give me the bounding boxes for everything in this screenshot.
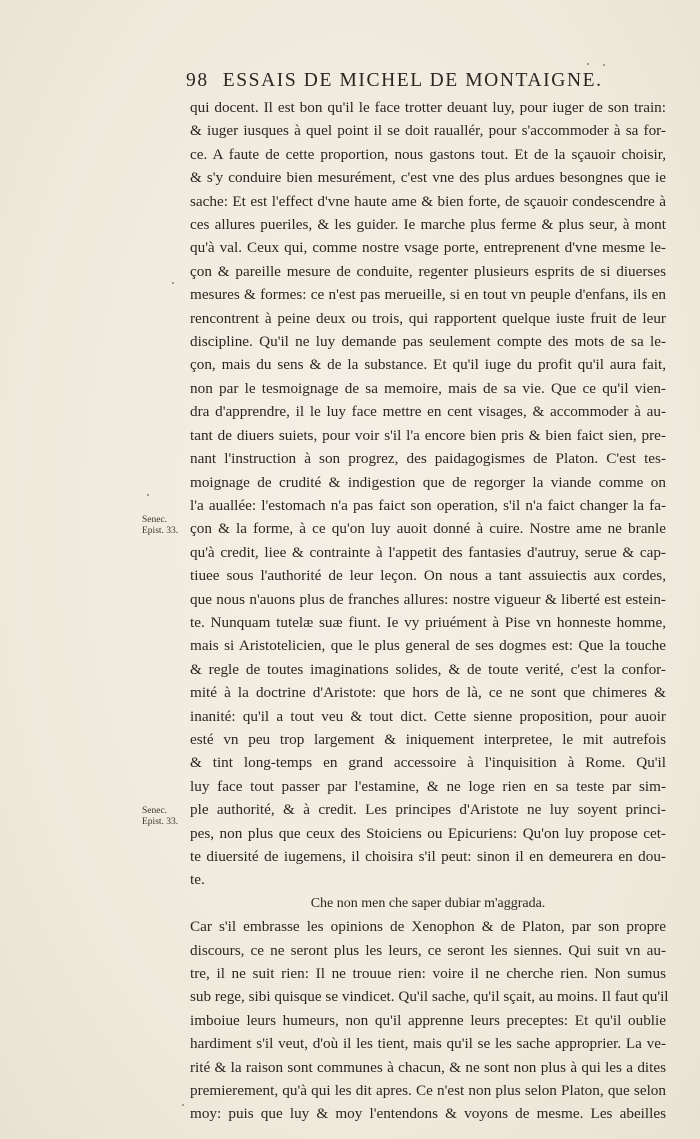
marginal-note-line: Senec. xyxy=(142,806,168,816)
text-line: qui docent. Il est bon qu'il le face trotter deuant luy, pour iuger de son train: xyxy=(190,99,666,116)
text-line: pes, non plus que ceux des Stoiciens ou Epicuriens: Qu'on luy propose cet- xyxy=(190,824,666,842)
text-line: & s'y conduire bien mesurément, c'est vne des plus ardues besongnes que ie xyxy=(190,169,666,187)
marginal-note-line: Senec. xyxy=(142,515,168,525)
marginal-note-line: Epist. 33. xyxy=(142,526,179,536)
quoted-verse: Che non men che saper dubiar m'aggrada. xyxy=(310,895,546,911)
text-line: moignage de crudité & indigestion que de regorger la viande comme on xyxy=(190,473,666,491)
text-line: rité & la raison sont communes à chacun, & ne sont non plus à qui les a dites xyxy=(190,1058,666,1076)
text-line: & regle de toutes imaginations solides, & de toute verité, c'est la confor- xyxy=(190,660,666,678)
text-line: discipline. Qu'il ne luy demande pas seulement compte des mots de sa le- xyxy=(190,333,666,351)
text-line: discours, ce ne seront plus les leurs, ce seront les siennes. Qui suit vn au- xyxy=(190,941,666,959)
ink-speck xyxy=(603,64,605,66)
text-line: imboiue leurs humeurs, non qu'il apprenne leurs preceptes: Et qu'il oublie xyxy=(190,1011,666,1029)
text-line: luy face tout passer par l'estamine, & ne loge rien en sa teste par sim- xyxy=(190,777,666,795)
text-line: te diuersité de iugemens, il choisira s'il peut: sinon il en demeurera en dou- xyxy=(190,848,666,865)
text-line: hardiment s'il veut, d'où il les tient, mais qu'il se les sache approprier. La ve- xyxy=(190,1035,666,1053)
text-line: Car s'il embrasse les opinions de Xenophon & de Platon, par son propre xyxy=(190,918,666,936)
running-title: ESSAIS DE MICHEL DE MONTAIGNE. xyxy=(222,70,603,91)
text-line: l'a auallée: l'estomach n'a pas faict son operation, s'il n'a faict changer la fa- xyxy=(190,496,666,514)
text-line: premierement, qu'à qui les dit apres. Ce n'est non plus selon Platon, que selon xyxy=(190,1082,666,1100)
marginal-note xyxy=(142,515,178,537)
ink-speck xyxy=(182,1104,184,1106)
text-line: çon & la forme, à ce qu'on luy auoit donné à cuire. Nostre ame ne branle xyxy=(190,520,666,538)
text-line: sub rege, sibi quisque se vindicet. Qu'il sache, qu'il sçait, au moins. Il faut qu'il xyxy=(190,988,669,1006)
text-line: te. Nunquam tutelæ suæ fiunt. Ie vy priuément à Pise vn honneste homme, xyxy=(190,613,666,631)
text-line: nant l'instruction à son progrez, des paidagogismes de Platon. C'est tes- xyxy=(190,450,666,468)
text-line: te. xyxy=(190,871,205,889)
text-line: que nous n'auons plus de franches allures: nostre vigueur & liberté est estein- xyxy=(190,590,666,608)
text-line: tre, il ne suit rien: Il ne trouue rien: voire il ne cherche rien. Non sumus xyxy=(190,965,666,983)
text-line: ple authorité, & à credit. Les principes d'Aristote ne luy soyent princi- xyxy=(190,801,666,819)
page-number: 98 xyxy=(186,70,209,91)
text-line: ces allures pueriles, & les guider. Ie marche plus ferme & plus seur, à mont xyxy=(190,216,666,234)
text-line: rencontrent à peine deux ou trois, qui rapportent quelque iuste fruit de leur xyxy=(190,309,666,327)
text-line: inanité: qu'il a tout veu & tout dict. Cette sienne proposition, pour auoir xyxy=(190,707,666,725)
text-line: & iuger iusques à quel point il se doit rauallér, pour s'accommoder à sa for- xyxy=(190,122,666,140)
marginal-note xyxy=(142,806,178,828)
body-text xyxy=(190,96,669,1126)
ink-speck xyxy=(172,282,174,284)
text-line: dra d'apprendre, il le luy face mettre en cent visages, & accommoder à au- xyxy=(190,403,666,421)
text-line: çon, mais du sens & de la substance. Et qu'il iuge du profit qu'il aura fait, xyxy=(190,356,666,374)
text-line: sache: Et est l'effect d'vne haute ame & bien forte, de sçauoir condescendre à xyxy=(190,192,666,210)
text-line: tant de diuers suiets, pour voir s'il l'a encore bien pris & bien faict sien, pre- xyxy=(190,426,666,444)
text-line: çon & pareille mesure de conduite, regenter plusieurs esprits de si diuerses xyxy=(190,262,666,280)
text-line: ce. A faute de cette proportion, nous gastons tout. Et de la sçauoir choisir, xyxy=(190,145,666,163)
marginal-note-line: Epist. 33. xyxy=(142,817,179,827)
text-line: mesures & formes: ce n'est pas merueille, si en tout vn peuple d'enfans, ils en xyxy=(190,286,666,304)
text-line: mité à la doctrine d'Aristote: que hors de là, ce ne sont que chimeres & xyxy=(190,684,666,702)
text-line: qu'à credit, liee & contrainte à l'appetit des fantasies d'autruy, serue & cap- xyxy=(190,543,666,561)
text-line: tiuee sous l'authorité de leur leçon. On nous a tant assuiectis aux cordes, xyxy=(190,567,666,585)
ink-speck xyxy=(147,494,149,496)
text-line: qu'à val. Ceux qui, comme nostre vsage porte, entreprenent d'vne mesme le- xyxy=(190,239,666,257)
ink-speck xyxy=(587,63,589,65)
text-line: mais si Aristotelicien, que le plus general de ses dogmes est: Que la touche xyxy=(190,637,666,655)
text-line: non par le tesmoignage de sa memoire, mais de sa vie. Que ce qu'il vien- xyxy=(190,379,666,397)
text-line: & tint long-temps en grand accessoire à l'inquisition à Rome. Qu'il xyxy=(190,754,666,772)
text-line: esté vn peu trop largement & iniquement interpretee, le mit autrefois xyxy=(190,730,666,748)
text-line: moy: puis que luy & moy l'entendons & voyons de mesme. Les abeilles xyxy=(190,1105,666,1123)
running-header xyxy=(186,70,626,92)
